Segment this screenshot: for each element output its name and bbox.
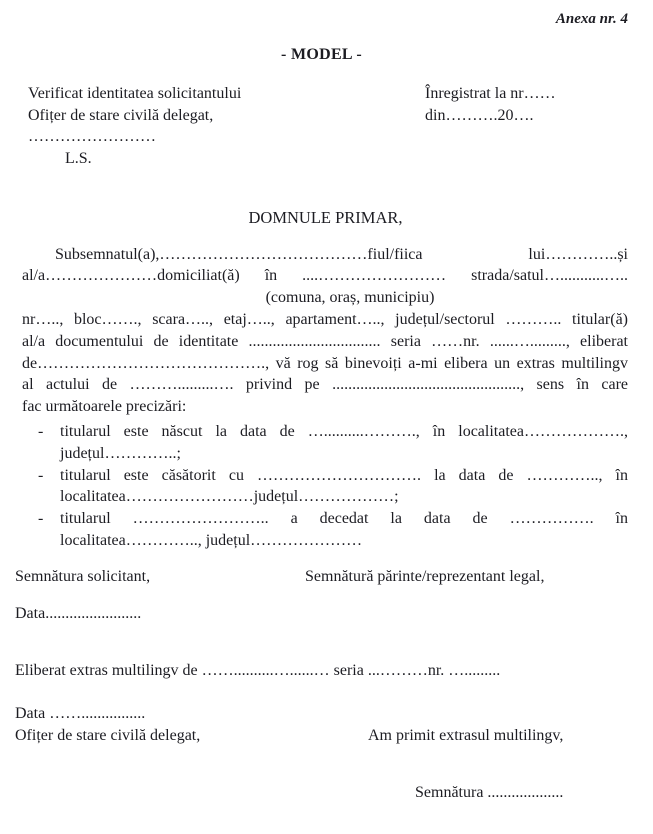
list-item-line: titularul …………………….. a decedat la data de ……………. în xyxy=(60,510,628,528)
list-item-line: titularul este născut la data de …..........………., în localitatea………………., xyxy=(60,422,628,440)
list-item xyxy=(38,465,628,509)
issued-extract-line: Eliberat extras multilingv de ……..........…......… seria ...………nr. …......... xyxy=(15,662,501,680)
paragraph-line-7: al actului de ……….........…. privind pe ..............................................., sens în care xyxy=(22,376,628,394)
model-title: - MODEL - xyxy=(281,46,362,63)
parent-rep-signature-label: Semnătură părinte/reprezentant legal, xyxy=(305,567,545,585)
registration-block xyxy=(425,83,556,127)
list-item-line: județul…………..; xyxy=(60,444,181,462)
list-marker: - xyxy=(38,466,44,484)
list-marker: - xyxy=(38,422,44,440)
verified-identity-line: Verificat identitatea solicitantului xyxy=(28,84,242,102)
header-row xyxy=(15,83,628,175)
paragraph-line-4: nr….., bloc……., scara….., etaj….., apartament….., județul/sectorul ……….. titular(ă) xyxy=(22,310,628,328)
officer-line: Ofițer de stare civilă delegat, xyxy=(28,106,214,124)
paragraph-line-1: Subsemnatul(a),…………………………………fiul/fiica lui…………..și xyxy=(55,245,628,263)
salutation-heading: DOMNULE PRIMAR, xyxy=(248,207,403,227)
paragraph-line-2: al/a…………………domiciliat(ă) în ....…………………… strada/satul…...........….. xyxy=(22,267,628,285)
issue-date-line: Data ……................ xyxy=(15,705,146,723)
paragraph-line-6: de……………………………………., vă rog să binevoiți a-mi elibera un extras multilingv xyxy=(22,354,628,372)
list-item-line: localitatea……………………județul………………; xyxy=(60,488,399,506)
list-marker: - xyxy=(38,510,44,528)
stamp-ls-label: L.S. xyxy=(65,150,92,168)
received-extract-label: Am primit extrasul multilingv, xyxy=(368,726,564,744)
list-item-line: titularul este căsătorit cu …………………………. la data de ………….., în xyxy=(60,466,628,484)
signature-dots-line: …………………… xyxy=(28,128,156,146)
signature-row xyxy=(15,566,628,588)
applicant-signature-label: Semnătura solicitant, xyxy=(15,567,151,585)
list-item xyxy=(38,508,628,552)
date-line: Data........................ xyxy=(15,604,142,622)
list-item-body xyxy=(60,508,628,552)
registration-date-line: din……….20…. xyxy=(425,106,534,124)
list-item xyxy=(38,421,628,465)
final-signature-line: Semnătura ................... xyxy=(415,783,564,801)
details-list xyxy=(38,421,628,552)
request-paragraph xyxy=(22,244,628,418)
list-item-body xyxy=(60,465,628,509)
paragraph-line-3-note: (comuna, oraș, municipiu) xyxy=(265,289,435,307)
paragraph-line-5: al/a documentului de identitate ................................. seria ……nr. ......…........., eliberat xyxy=(22,332,628,350)
list-item-line: localitatea………….., județul………………… xyxy=(60,531,363,549)
registered-number-line: Înregistrat la nr…… xyxy=(425,84,556,102)
list-item-body xyxy=(60,421,628,465)
officer-label: Ofițer de stare civilă delegat, xyxy=(15,726,201,744)
paragraph-line-8: fac următoarele precizări: xyxy=(22,398,187,416)
officer-row xyxy=(15,725,628,747)
annex-label: Anexa nr. 4 xyxy=(555,11,628,27)
